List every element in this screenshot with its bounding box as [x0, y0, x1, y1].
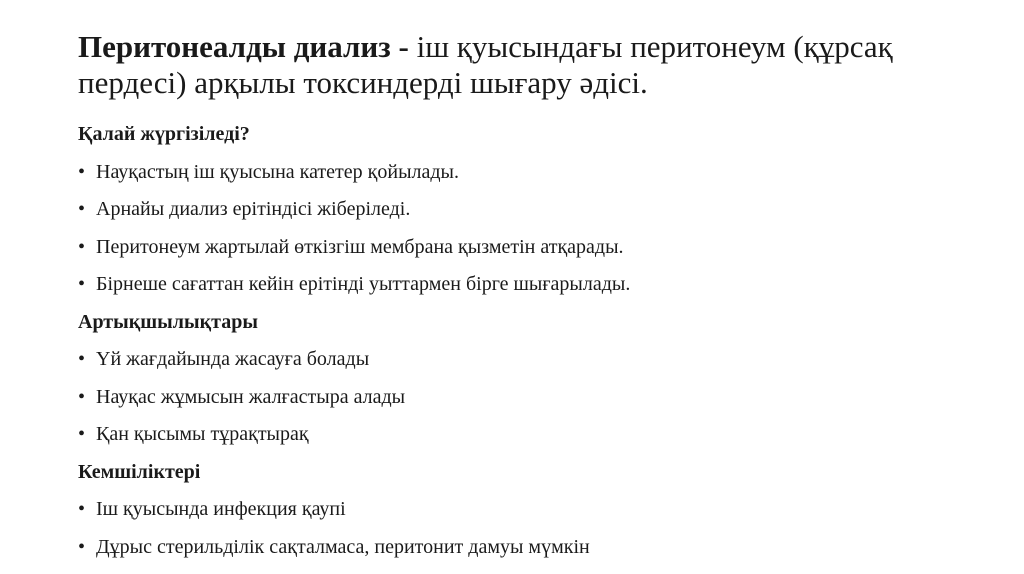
slide-title-bold: Перитонеалды диализ - [78, 29, 409, 64]
list-item-text: Дұрыс стерильділік сақталмаса, перитонит дамуы мүмкін [96, 535, 590, 558]
list-item [78, 154, 978, 192]
bullet-list [78, 341, 978, 454]
bullet-icon: • [78, 423, 86, 445]
bullet-icon: • [78, 198, 86, 220]
list-item [78, 341, 978, 379]
slide-title [78, 29, 978, 101]
list-item [78, 416, 978, 454]
bullet-icon: • [78, 273, 86, 295]
list-item-text: Бірнеше сағаттан кейін ерітінді уыттармен бірге шығарылады. [96, 273, 631, 295]
list-item-text: Науқас жұмысын жалғастыра алады [96, 385, 406, 408]
list-item-text: Перитонеум жартылай өткізгіш мембрана қызметін атқарады. [96, 235, 624, 258]
list-item [78, 379, 978, 417]
list-item-text: Үй жағдайында жасауға болады [96, 348, 370, 370]
section-advantages [78, 304, 978, 454]
bullet-icon: • [78, 348, 86, 370]
section-heading: Қалай жүргізіледі? [78, 123, 250, 145]
bullet-list [78, 154, 978, 304]
bullet-icon: • [78, 235, 86, 258]
bullet-icon: • [78, 535, 86, 558]
list-item [78, 266, 978, 304]
bullet-icon: • [78, 160, 86, 183]
bullet-list [78, 491, 978, 566]
section-heading: Артықшылықтары [78, 310, 258, 333]
list-item-text: Арнайы диализ ерітіндісі жіберіледі. [96, 198, 411, 220]
list-item [78, 191, 978, 229]
section-procedure [78, 116, 978, 304]
slide-title-rest: іш қуысындағы перитонеум (құрсақ пердесі) арқылы токсиндерді шығару әдісі. [78, 29, 893, 100]
list-item [78, 491, 978, 529]
list-item-text: Қан қысымы тұрақтырақ [96, 423, 309, 445]
list-item-text: Науқастың іш қуысына катетер қойылады. [96, 160, 459, 183]
bullet-icon: • [78, 498, 86, 520]
bullet-icon: • [78, 385, 86, 408]
list-item [78, 229, 978, 267]
list-item-text: Іш қуысында инфекция қаупі [96, 498, 346, 520]
section-disadvantages [78, 454, 978, 567]
section-heading: Кемшіліктері [78, 460, 201, 483]
list-item [78, 529, 978, 567]
slide-content [78, 116, 978, 566]
